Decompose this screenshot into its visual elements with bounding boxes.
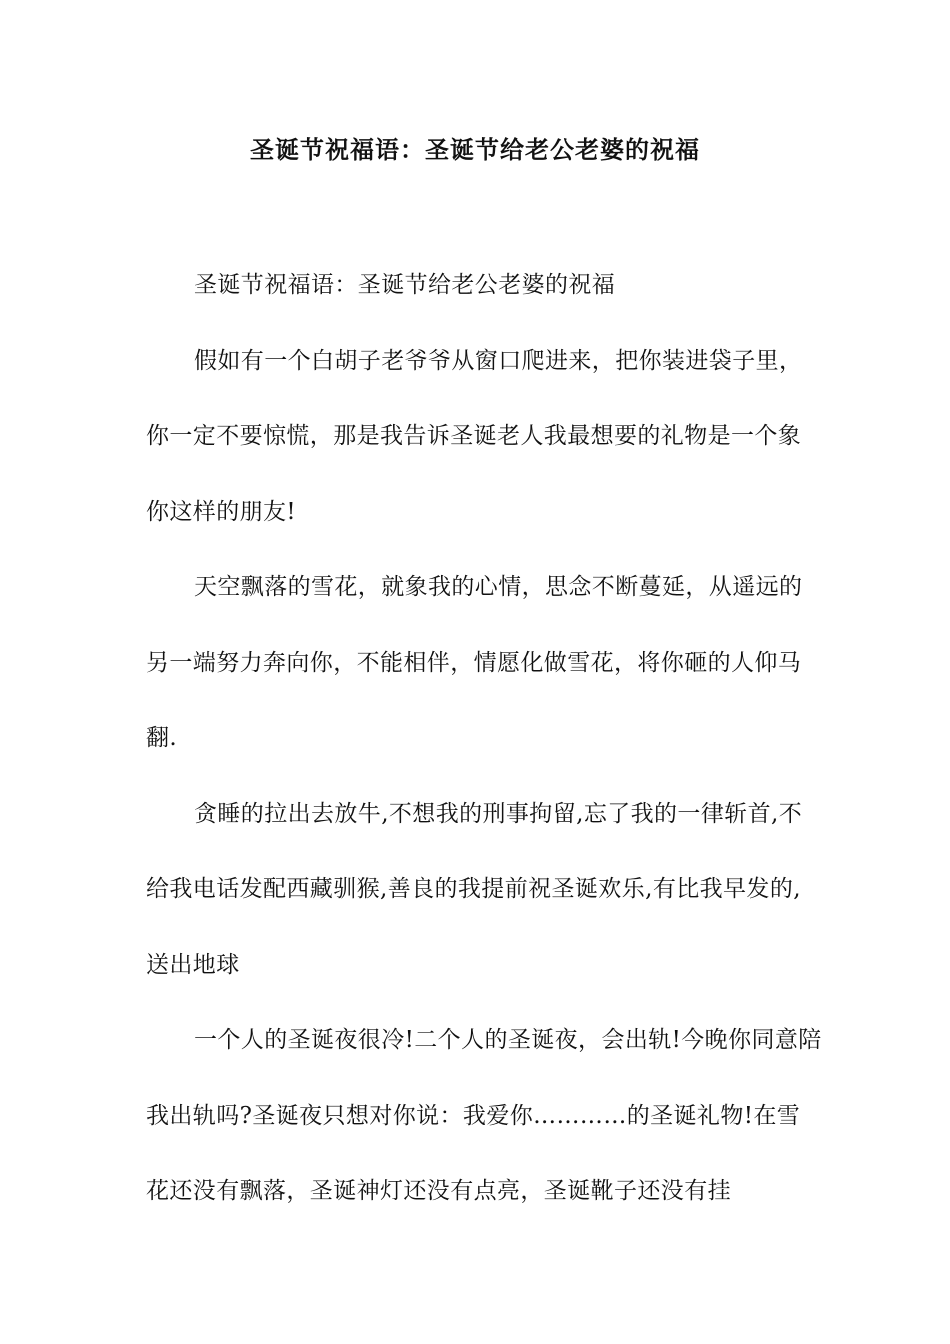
- paragraph: 假如有一个白胡子老爷爷从窗口爬进来，把你装进袋子里，你一定不要惊慌，那是我告诉圣诞老人我最想要的礼物是一个象你这样的朋友!: [146, 347, 803, 525]
- paragraph: 贪睡的拉出去放牛,不想我的刑事拘留,忘了我的一律斩首,不给我电话发配西藏驯猴,善良的我提前祝圣诞欢乐,有比我早发的,送出地球: [146, 800, 803, 978]
- document-title: 圣诞节祝福语：圣诞节给老公老婆的祝福: [250, 135, 700, 164]
- document-body: [146, 248, 822, 1230]
- paragraph-subtitle: 圣诞节祝福语：圣诞节给老公老婆的祝福: [194, 272, 616, 298]
- paragraph: 天空飘落的雪花，就象我的心情，思念不断蔓延，从遥远的另一端努力奔向你，不能相伴，情愿化做雪花，将你砸的人仰马翻.: [146, 574, 803, 751]
- paragraph: 一个人的圣诞夜很冷!二个人的圣诞夜，会出轨!今晚你同意陪我出轨吗?圣诞夜只想对你说：我爱你…………的圣诞礼物!在雪花还没有飘落，圣诞神灯还没有点亮，圣诞靴子还没有挂: [146, 1027, 822, 1204]
